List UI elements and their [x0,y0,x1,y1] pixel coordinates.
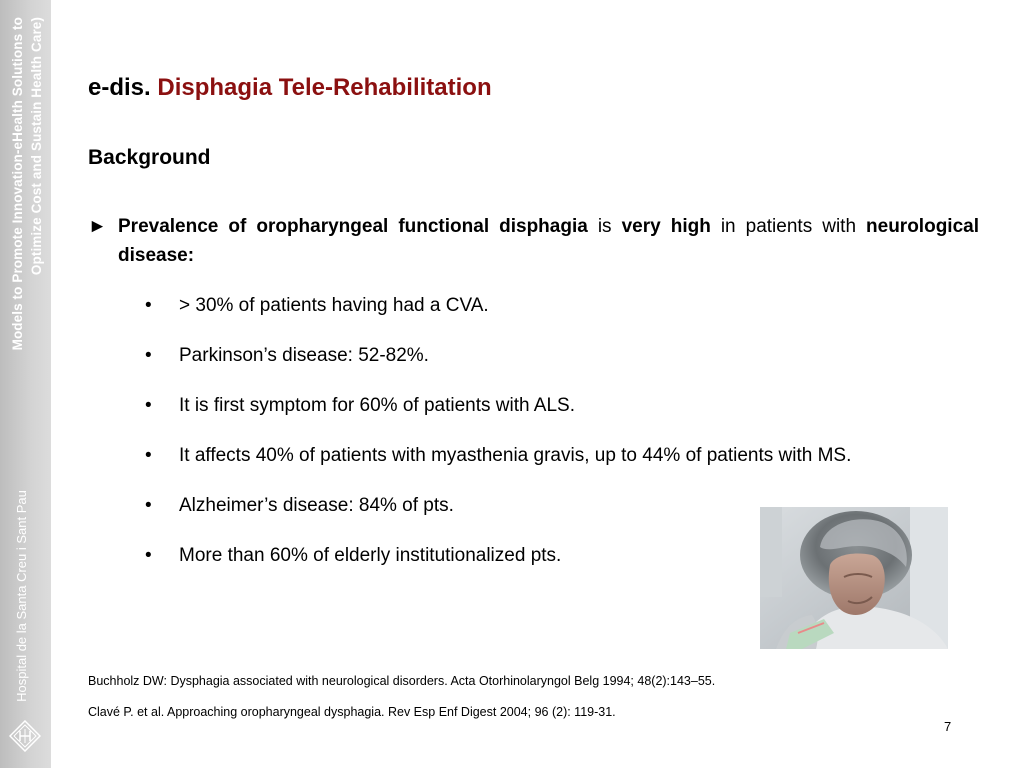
list-item-text: It affects 40% of patients with myasthenia gravis, up to 44% of patients with MS. [179,445,852,466]
sidebar-hospital-name: Hospital de la Santa Creu i Sant Pau [14,490,29,702]
intro-bold-neurological: neurological disease: [118,216,979,266]
list-item-text: It is first symptom for 60% of patients with ALS. [179,395,575,416]
elderly-patient-photo [760,507,948,649]
list-item-text: More than 60% of elderly institutionalized pts. [179,545,562,566]
intro-text [118,212,979,270]
list-item [145,391,959,420]
bullet-icon: • [145,295,152,316]
intro-bold-very-high: very high [621,216,711,237]
list-item [145,291,959,320]
intro-bold-prevalence: Prevalence of oropharyngeal functional disphagia [118,216,588,237]
sidebar-title-line2: Optimize Cost and Sustain Health Care) [29,17,44,276]
slide-title-prefix: e-dis. [88,74,151,101]
list-item-text: Parkinson’s disease: 52-82%. [179,345,429,366]
page-number: 7 [944,719,952,734]
list-item-text: > 30% of patients having had a CVA. [179,295,489,316]
hospital-logo-icon [9,720,41,752]
slide-title [88,74,492,102]
intro-paragraph [88,212,979,270]
reference-item: Buchholz DW: Dysphagia associated with neurological disorders. Acta Otorhinolaryngol Belg 1994; 48(2):143–55. [88,674,716,688]
bullet-icon: • [145,395,152,416]
sidebar [0,0,51,768]
sidebar-title [8,17,46,397]
list-item-text: Alzheimer’s disease: 84% of pts. [179,495,454,516]
bullet-icon: • [145,345,152,366]
references [88,673,715,735]
section-heading: Background [88,146,211,169]
sidebar-title-line1: Models to Promote Innovation-eHealth Solutions to [10,17,25,351]
arrow-bullet-icon: ► [88,216,107,237]
bullet-icon: • [145,445,152,466]
reference-item: Clavé P. et al. Approaching oropharyngeal dysphagia. Rev Esp Enf Digest 2004; 96 (2): 119-31. [88,705,616,719]
list-item [145,441,959,470]
intro-text-is: is [587,216,622,237]
bullet-icon: • [145,495,152,516]
intro-text-patients: in patients with [710,216,867,237]
list-item [145,341,959,370]
bullet-icon: • [145,545,152,566]
slide-title-accent: Disphagia Tele-Rehabilitation [157,74,492,101]
